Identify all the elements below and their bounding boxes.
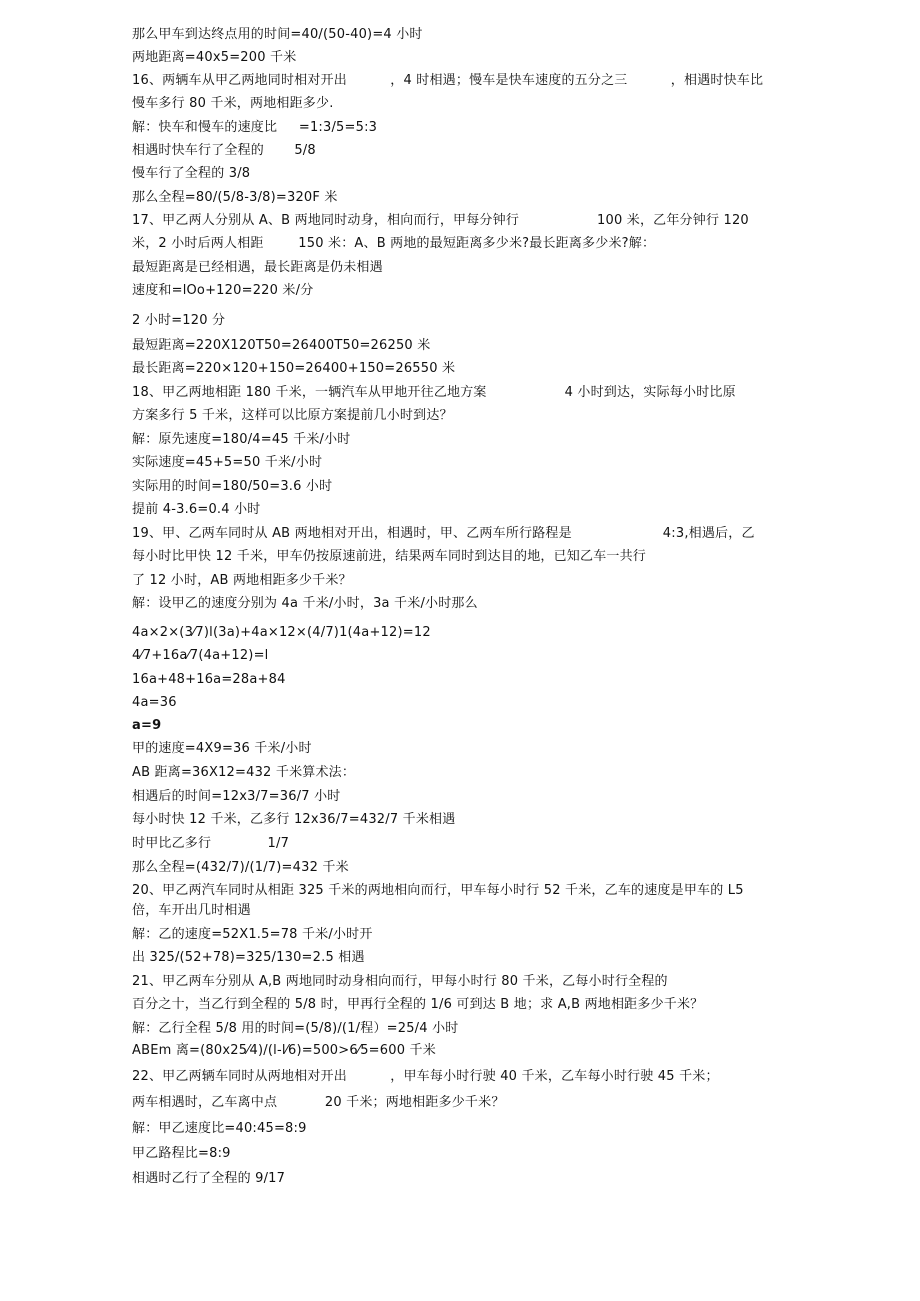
text-line: AB 距离=36X12=432 千米算术法： [132,765,356,780]
text-line: 慢车行了全程的 3/8 [132,166,251,181]
text-line: 提前 4-3.6=0.4 小时 [132,502,261,517]
text-line: 出 325/(52+78)=325/130=2.5 相遇 [132,950,365,965]
text-line: 每小时快 12 千米，乙多行 12x36/7=432/7 千米相遇 [132,812,456,827]
text-line: 16a+48+16a=28a+84 [132,672,286,687]
text-line: 相遇后的时间=12x3/7=36/7 小时 [132,789,341,804]
text-line: 19、甲、乙两车同时从 AB 两地相对开出，相遇时，甲、乙两车所行路程是 4:3,相遇后，乙 [132,526,755,541]
text-line: 两车相遇时，乙车离中点 20 千米；两地相距多少千米？ [132,1095,505,1110]
text-line: 米，2 小时后两人相距 150 米：A、B 两地的最短距离多少米?最长距离多少米?解： [132,236,656,251]
text-line: 那么全程=80/(5/8-3/8)=320F 米 [132,190,338,205]
text-line: 4⁄7+16a⁄7(4a+12)=l [132,648,269,663]
text-line: 实际速度=45+5=50 千米/小时 [132,455,323,470]
text-line: 最长距离=220×120+150=26400+150=26550 米 [132,361,456,376]
text-line: 21、甲乙两车分别从 A,B 两地同时动身相向而行，甲每小时行 80 千米，乙每小时行全程的 [132,974,668,989]
text-line: ABEm 离=(80x25⁄4)/(l-l⁄6)=500>6⁄5=600 千米 [132,1043,436,1058]
text-line: 解：甲乙速度比=40:45=8:9 [132,1121,307,1136]
text-line: 解：快车和慢车的速度比 =1:3/5=5:3 [132,120,378,135]
text-line: 那么全程=(432/7)/(1/7)=432 千米 [132,860,349,875]
text-line: 20、甲乙两汽车同时从相距 325 千米的两地相向而行，甲车每小时行 52 千米，乙车的速度是甲车的 L5 [132,883,744,898]
text-line: 那么甲车到达终点用的时间=40/(50-40)=4 小时 [132,27,423,42]
text-line: 方案多行 5 千米，这样可以比原方案提前几小时到达？ [132,408,453,423]
text-line: 速度和=lOo+120=220 米/分 [132,283,314,298]
text-line: 16、两辆车从甲乙两地同时相对开出 ，4 时相遇；慢车是快车速度的五分之三 ，相遇时快车比 [132,73,764,88]
text-line: 22、甲乙两辆车同时从两地相对开出 ，甲车每小时行驶 40 千米，乙车每小时行驶 45 千米； [132,1069,719,1084]
text-line: a=9 [132,718,162,733]
text-line: 4a=36 [132,695,177,710]
text-line: 解：设甲乙的速度分别为 4a 千米/小时，3a 千米/小时那么 [132,596,478,611]
text-line: 甲的速度=4X9=36 千米/小时 [132,741,312,756]
text-line: 两地距离=40x5=200 千米 [132,50,297,65]
text-line: 慢车多行 80 千米，两地相距多少. [132,96,334,111]
text-line: 解：原先速度=180/4=45 千米/小时 [132,432,351,447]
text-line: 最短距离是已经相遇，最长距离是仍未相遇 [132,260,383,275]
text-line: 实际用的时间=180/50=3.6 小时 [132,479,333,494]
text-line: 相遇时快车行了全程的 5/8 [132,143,316,158]
text-line: 解：乙的速度=52X1.5=78 千米/小时开 [132,927,373,942]
text-line: 相遇时乙行了全程的 9/17 [132,1171,286,1186]
text-line: 2 小时=120 分 [132,313,226,328]
text-line: 百分之十，当乙行到全程的 5/8 时，甲再行全程的 1/6 可到达 B 地；求 A,B 两地相距多少千米？ [132,997,704,1012]
text-line: 时甲比乙多行 1/7 [132,836,290,851]
text-line: 最短距离=220X120T50=26400T50=26250 米 [132,338,431,353]
text-line: 解：乙行全程 5/8 用的时间=(5/8)/(1/程）=25/4 小时 [132,1021,459,1036]
text-line: 18、甲乙两地相距 180 千米，一辆汽车从甲地开往乙地方案 4 小时到达，实际每小时比原 [132,385,736,400]
text-line: 4a×2×(3⁄7)l(3a)+4a×12×(4/7)1(4a+12)=12 [132,625,431,640]
text-line: 17、甲乙两人分别从 A、B 两地同时动身，相向而行，甲每分钟行 100 米，乙年分钟行 120 [132,213,749,228]
text-line: 每小时比甲快 12 千米，甲车仍按原速前进，结果两车同时到达目的地，已知乙车一共行 [132,549,647,564]
text-line: 甲乙路程比=8:9 [132,1146,231,1161]
text-line: 了 12 小时，AB 两地相距多少千米？ [132,573,352,588]
text-line: 倍，车开出几时相遇 [132,903,251,918]
